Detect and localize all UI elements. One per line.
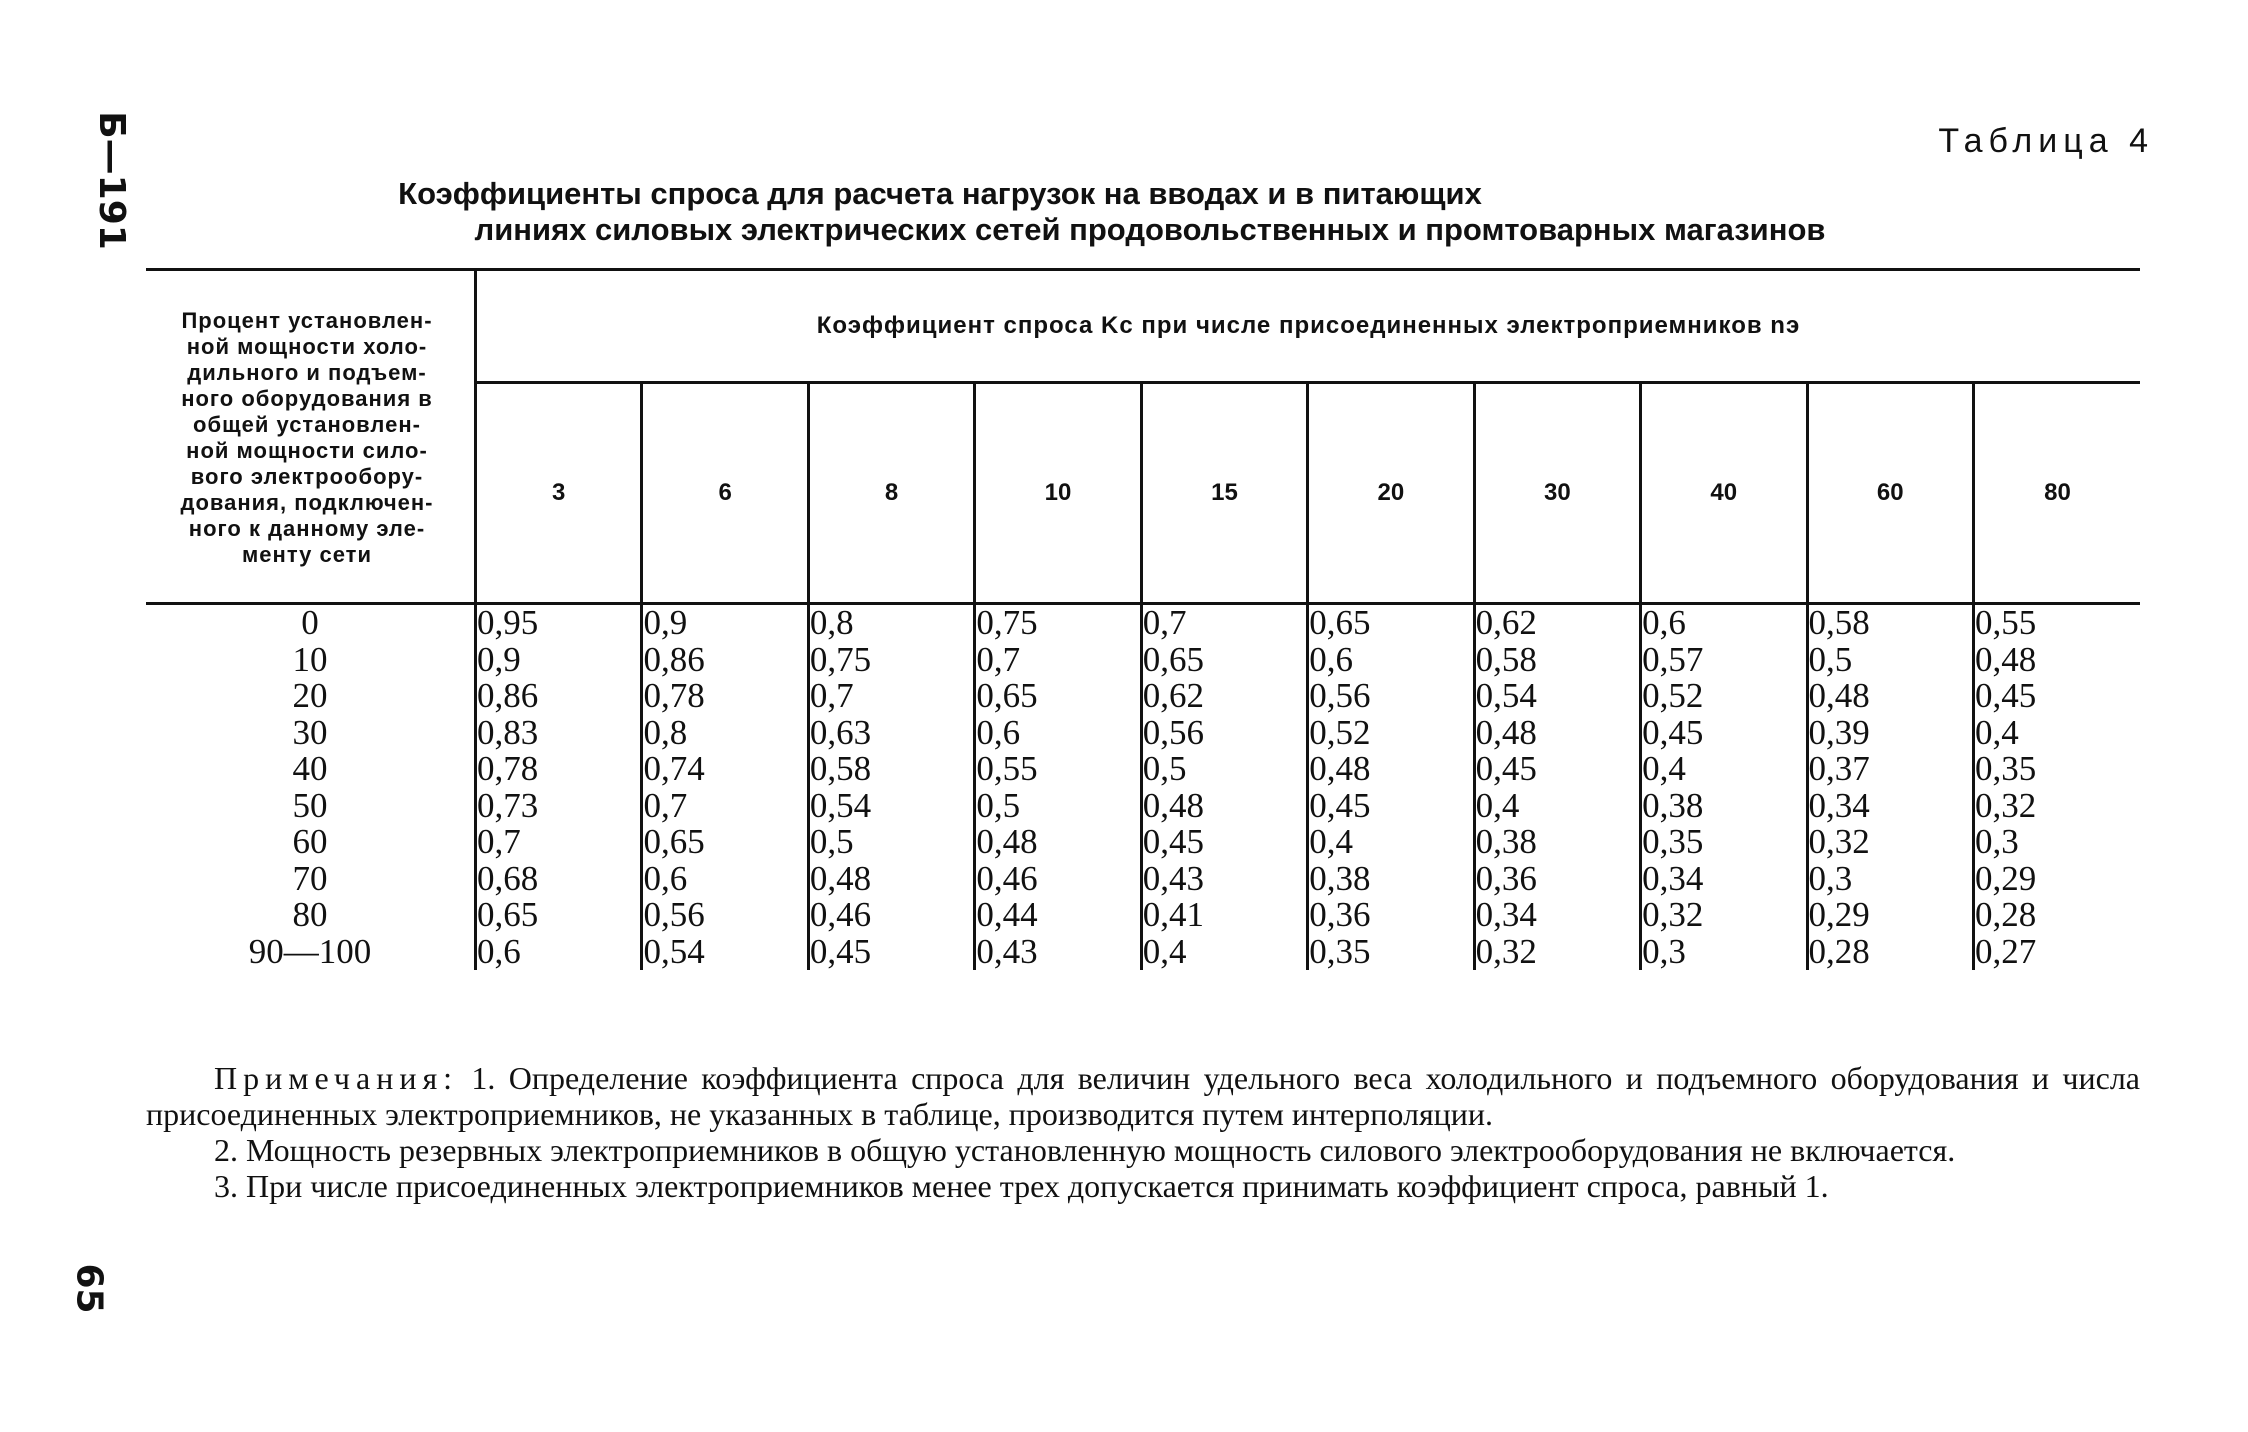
coefficient-value: 0,5 bbox=[1808, 639, 1853, 679]
percent-value: 70 bbox=[292, 858, 328, 898]
row-header-line: ной мощности холо- bbox=[186, 333, 428, 359]
coefficient-value: 0,52 bbox=[1642, 676, 1704, 715]
coefficient-value: 0,7 bbox=[976, 639, 1021, 679]
row-header-line: дования, подключен- bbox=[180, 489, 434, 515]
coefficient-value: 0,56 bbox=[1309, 676, 1371, 715]
coefficient-value: 0,46 bbox=[809, 895, 872, 934]
coefficient-value: 0,68 bbox=[477, 858, 539, 898]
coefficient-value: 0,65 bbox=[976, 676, 1038, 715]
coefficient-value: 0,34 bbox=[1475, 895, 1537, 934]
row-header-line: ной мощности сило- bbox=[186, 437, 428, 463]
coefficient-value: 0,74 bbox=[643, 749, 705, 788]
percent-value: 0 bbox=[301, 603, 319, 642]
percent-value: 50 bbox=[292, 785, 328, 825]
percent-value: 40 bbox=[292, 749, 328, 788]
row-header-line: вого электрообору- bbox=[190, 463, 424, 489]
coefficient-value: 0,37 bbox=[1808, 749, 1870, 788]
coefficient-value: 0,9 bbox=[477, 639, 521, 679]
coefficient-value: 0,6 bbox=[1309, 639, 1353, 679]
demand-coefficient-table bbox=[146, 268, 2140, 970]
coefficient-value: 0,39 bbox=[1808, 712, 1870, 752]
column-header: 30 bbox=[1474, 383, 1640, 604]
coefficient-value: 0,5 bbox=[809, 822, 854, 861]
coefficient-value: 0,56 bbox=[643, 895, 705, 934]
column-header: 60 bbox=[1807, 383, 1973, 604]
coefficient-value: 0,4 bbox=[1642, 749, 1686, 788]
coefficient-value: 0,86 bbox=[477, 676, 539, 715]
page-side-marker: Б—191 bbox=[90, 111, 132, 250]
coefficient-value: 0,6 bbox=[976, 712, 1021, 752]
column-header: 80 bbox=[1973, 383, 2140, 604]
coefficient-value: 0,48 bbox=[1142, 785, 1204, 825]
coefficient-value: 0,3 bbox=[1808, 858, 1853, 898]
coefficient-value: 0,54 bbox=[1475, 676, 1537, 715]
coefficient-value: 0,45 bbox=[1475, 749, 1537, 788]
value-column bbox=[808, 604, 974, 971]
coefficient-value: 0,3 bbox=[1642, 931, 1686, 971]
value-column bbox=[1641, 604, 1807, 971]
coefficient-value: 0,4 bbox=[1309, 822, 1353, 861]
column-header: 10 bbox=[975, 383, 1141, 604]
note-3: 3. При числе присоединенных электроприемников менее трех допускается принимать коэффициент спроса, равный 1. bbox=[214, 1168, 1829, 1204]
value-column bbox=[1308, 604, 1474, 971]
coefficient-value: 0,7 bbox=[809, 676, 854, 715]
coefficient-value: 0,83 bbox=[477, 712, 539, 752]
coefficient-value: 0,4 bbox=[1475, 785, 1520, 825]
coefficient-value: 0,65 bbox=[643, 822, 705, 861]
coefficient-value: 0,58 bbox=[1808, 603, 1870, 642]
coefficient-value: 0,54 bbox=[809, 785, 872, 825]
coefficient-value: 0,8 bbox=[643, 712, 688, 752]
coefficient-value: 0,62 bbox=[1475, 603, 1537, 642]
coefficient-value: 0,65 bbox=[1309, 603, 1371, 642]
row-header-line: ного к данному эле- bbox=[188, 515, 426, 541]
coefficient-value: 0,54 bbox=[643, 931, 705, 971]
coefficient-value: 0,48 bbox=[1309, 749, 1371, 788]
percent-value: 10 bbox=[292, 639, 328, 679]
coefficient-value: 0,48 bbox=[1808, 676, 1870, 715]
value-column bbox=[1973, 604, 2140, 971]
coefficient-value: 0,78 bbox=[643, 676, 705, 715]
coefficient-value: 0,45 bbox=[1642, 712, 1704, 752]
coefficient-value: 0,7 bbox=[1142, 603, 1187, 642]
coefficient-value: 0,35 bbox=[1309, 931, 1371, 971]
coefficient-value: 0,56 bbox=[1142, 712, 1204, 752]
table-body-row bbox=[146, 604, 2140, 971]
row-header-cell bbox=[146, 270, 476, 604]
coefficient-value: 0,32 bbox=[1808, 822, 1870, 861]
coefficient-value: 0,95 bbox=[477, 603, 539, 642]
coefficient-value: 0,52 bbox=[1309, 712, 1371, 752]
coefficient-value: 0,6 bbox=[643, 858, 688, 898]
coefficient-value: 0,28 bbox=[1808, 931, 1870, 971]
demand-coefficient-header: Коэффициент спроса Kс при числе присоединенных электроприемников nэ bbox=[476, 270, 2141, 383]
coefficient-value: 0,32 bbox=[1642, 895, 1704, 934]
column-header: 40 bbox=[1641, 383, 1807, 604]
coefficient-value: 0,38 bbox=[1642, 785, 1704, 825]
coefficient-value: 0,75 bbox=[976, 603, 1038, 642]
coefficient-value: 0,48 bbox=[976, 822, 1038, 861]
value-column bbox=[1474, 604, 1640, 971]
coefficient-value: 0,27 bbox=[1974, 931, 2037, 971]
coefficient-value: 0,6 bbox=[477, 931, 521, 971]
percent-value: 90—100 bbox=[248, 931, 372, 971]
value-column bbox=[975, 604, 1141, 971]
percent-column bbox=[146, 604, 476, 971]
coefficient-value: 0,86 bbox=[643, 639, 705, 679]
row-header-line: ного оборудования в bbox=[181, 385, 433, 411]
table-label: Таблица 4 bbox=[1938, 122, 2154, 160]
column-header: 8 bbox=[808, 383, 974, 604]
note-1-text: 1. Определение коэффициента спроса для величин удельного веса холодильного и подъемного оборудования и числа присоединенных электроприемников, не указанных в таблице, производится путем интерполяции. bbox=[146, 1060, 2141, 1132]
coefficient-value: 0,28 bbox=[1974, 895, 2037, 934]
coefficient-value: 0,45 bbox=[1974, 676, 2037, 715]
percent-value: 80 bbox=[292, 895, 328, 934]
note-1 bbox=[146, 1060, 2140, 1132]
value-column bbox=[642, 604, 808, 971]
row-header-line: Процент установлен- bbox=[181, 307, 433, 333]
coefficient-value: 0,58 bbox=[1475, 639, 1537, 679]
coefficient-value: 0,44 bbox=[976, 895, 1038, 934]
coefficient-value: 0,4 bbox=[1974, 712, 2019, 752]
coefficient-value: 0,78 bbox=[477, 749, 539, 788]
coefficient-value: 0,7 bbox=[477, 822, 521, 861]
percent-value: 30 bbox=[292, 712, 328, 752]
coefficient-value: 0,73 bbox=[477, 785, 539, 825]
note-2: 2. Мощность резервных электроприемников в общую установленную мощность силового электрооборудования не включается. bbox=[214, 1132, 1956, 1168]
column-header: 3 bbox=[476, 383, 642, 604]
coefficient-value: 0,75 bbox=[809, 639, 872, 679]
coefficient-value: 0,63 bbox=[809, 712, 872, 752]
coefficient-value: 0,45 bbox=[1142, 822, 1204, 861]
coefficient-value: 0,4 bbox=[1142, 931, 1187, 971]
value-column bbox=[476, 604, 642, 971]
coefficient-value: 0,32 bbox=[1974, 785, 2037, 825]
notes-heading: Примечания: bbox=[214, 1060, 459, 1096]
row-header-line: менту сети bbox=[242, 541, 372, 567]
table-title-line-2: линиях силовых электрических сетей продовольственных и промтоварных магазинов bbox=[474, 212, 1826, 247]
coefficient-value: 0,55 bbox=[976, 749, 1038, 788]
percent-value: 20 bbox=[292, 676, 328, 715]
coefficient-value: 0,41 bbox=[1142, 895, 1204, 934]
value-column bbox=[1807, 604, 1973, 971]
coefficient-value: 0,5 bbox=[1142, 749, 1187, 788]
coefficient-value: 0,3 bbox=[1974, 822, 2019, 861]
coefficient-value: 0,35 bbox=[1642, 822, 1704, 861]
column-header: 6 bbox=[642, 383, 808, 604]
row-header-line: дильного и подъем- bbox=[187, 359, 427, 385]
coefficient-value: 0,48 bbox=[809, 858, 872, 898]
coefficient-value: 0,7 bbox=[643, 785, 688, 825]
coefficient-value: 0,35 bbox=[1974, 749, 2037, 788]
coefficient-value: 0,36 bbox=[1475, 858, 1537, 898]
coefficient-value: 0,43 bbox=[1142, 858, 1204, 898]
table-title-line-1: Коэффициенты спроса для расчета нагрузок на вводах и в питающих bbox=[398, 176, 1482, 211]
coefficient-value: 0,34 bbox=[1808, 785, 1870, 825]
coefficient-value: 0,38 bbox=[1475, 822, 1537, 861]
coefficient-value: 0,6 bbox=[1642, 603, 1686, 642]
coefficient-value: 0,65 bbox=[477, 895, 539, 934]
coefficient-value: 0,34 bbox=[1642, 858, 1704, 898]
notes-section bbox=[146, 1060, 2140, 1204]
coefficient-value: 0,48 bbox=[1974, 639, 2037, 679]
coefficient-value: 0,46 bbox=[976, 858, 1038, 898]
column-header: 15 bbox=[1141, 383, 1307, 604]
coefficient-value: 0,29 bbox=[1974, 858, 2037, 898]
coefficient-value: 0,43 bbox=[976, 931, 1038, 971]
coefficient-value: 0,62 bbox=[1142, 676, 1204, 715]
coefficient-value: 0,9 bbox=[643, 603, 688, 642]
coefficient-value: 0,32 bbox=[1475, 931, 1537, 971]
coefficient-value: 0,65 bbox=[1142, 639, 1204, 679]
coefficient-value: 0,5 bbox=[976, 785, 1021, 825]
coefficient-value: 0,45 bbox=[809, 931, 872, 971]
coefficient-value: 0,55 bbox=[1974, 603, 2037, 642]
coefficient-value: 0,29 bbox=[1808, 895, 1870, 934]
coefficient-value: 0,57 bbox=[1642, 639, 1704, 679]
coefficient-value: 0,36 bbox=[1309, 895, 1371, 934]
coefficient-value: 0,58 bbox=[809, 749, 872, 788]
column-header: 20 bbox=[1308, 383, 1474, 604]
value-column bbox=[1141, 604, 1307, 971]
percent-value: 60 bbox=[292, 822, 328, 861]
coefficient-value: 0,8 bbox=[809, 603, 854, 642]
row-header-line: общей установлен- bbox=[193, 411, 421, 437]
page-number: 65 bbox=[68, 1263, 110, 1314]
coefficient-value: 0,48 bbox=[1475, 712, 1537, 752]
coefficient-value: 0,38 bbox=[1309, 858, 1371, 898]
coefficient-value: 0,45 bbox=[1309, 785, 1371, 825]
